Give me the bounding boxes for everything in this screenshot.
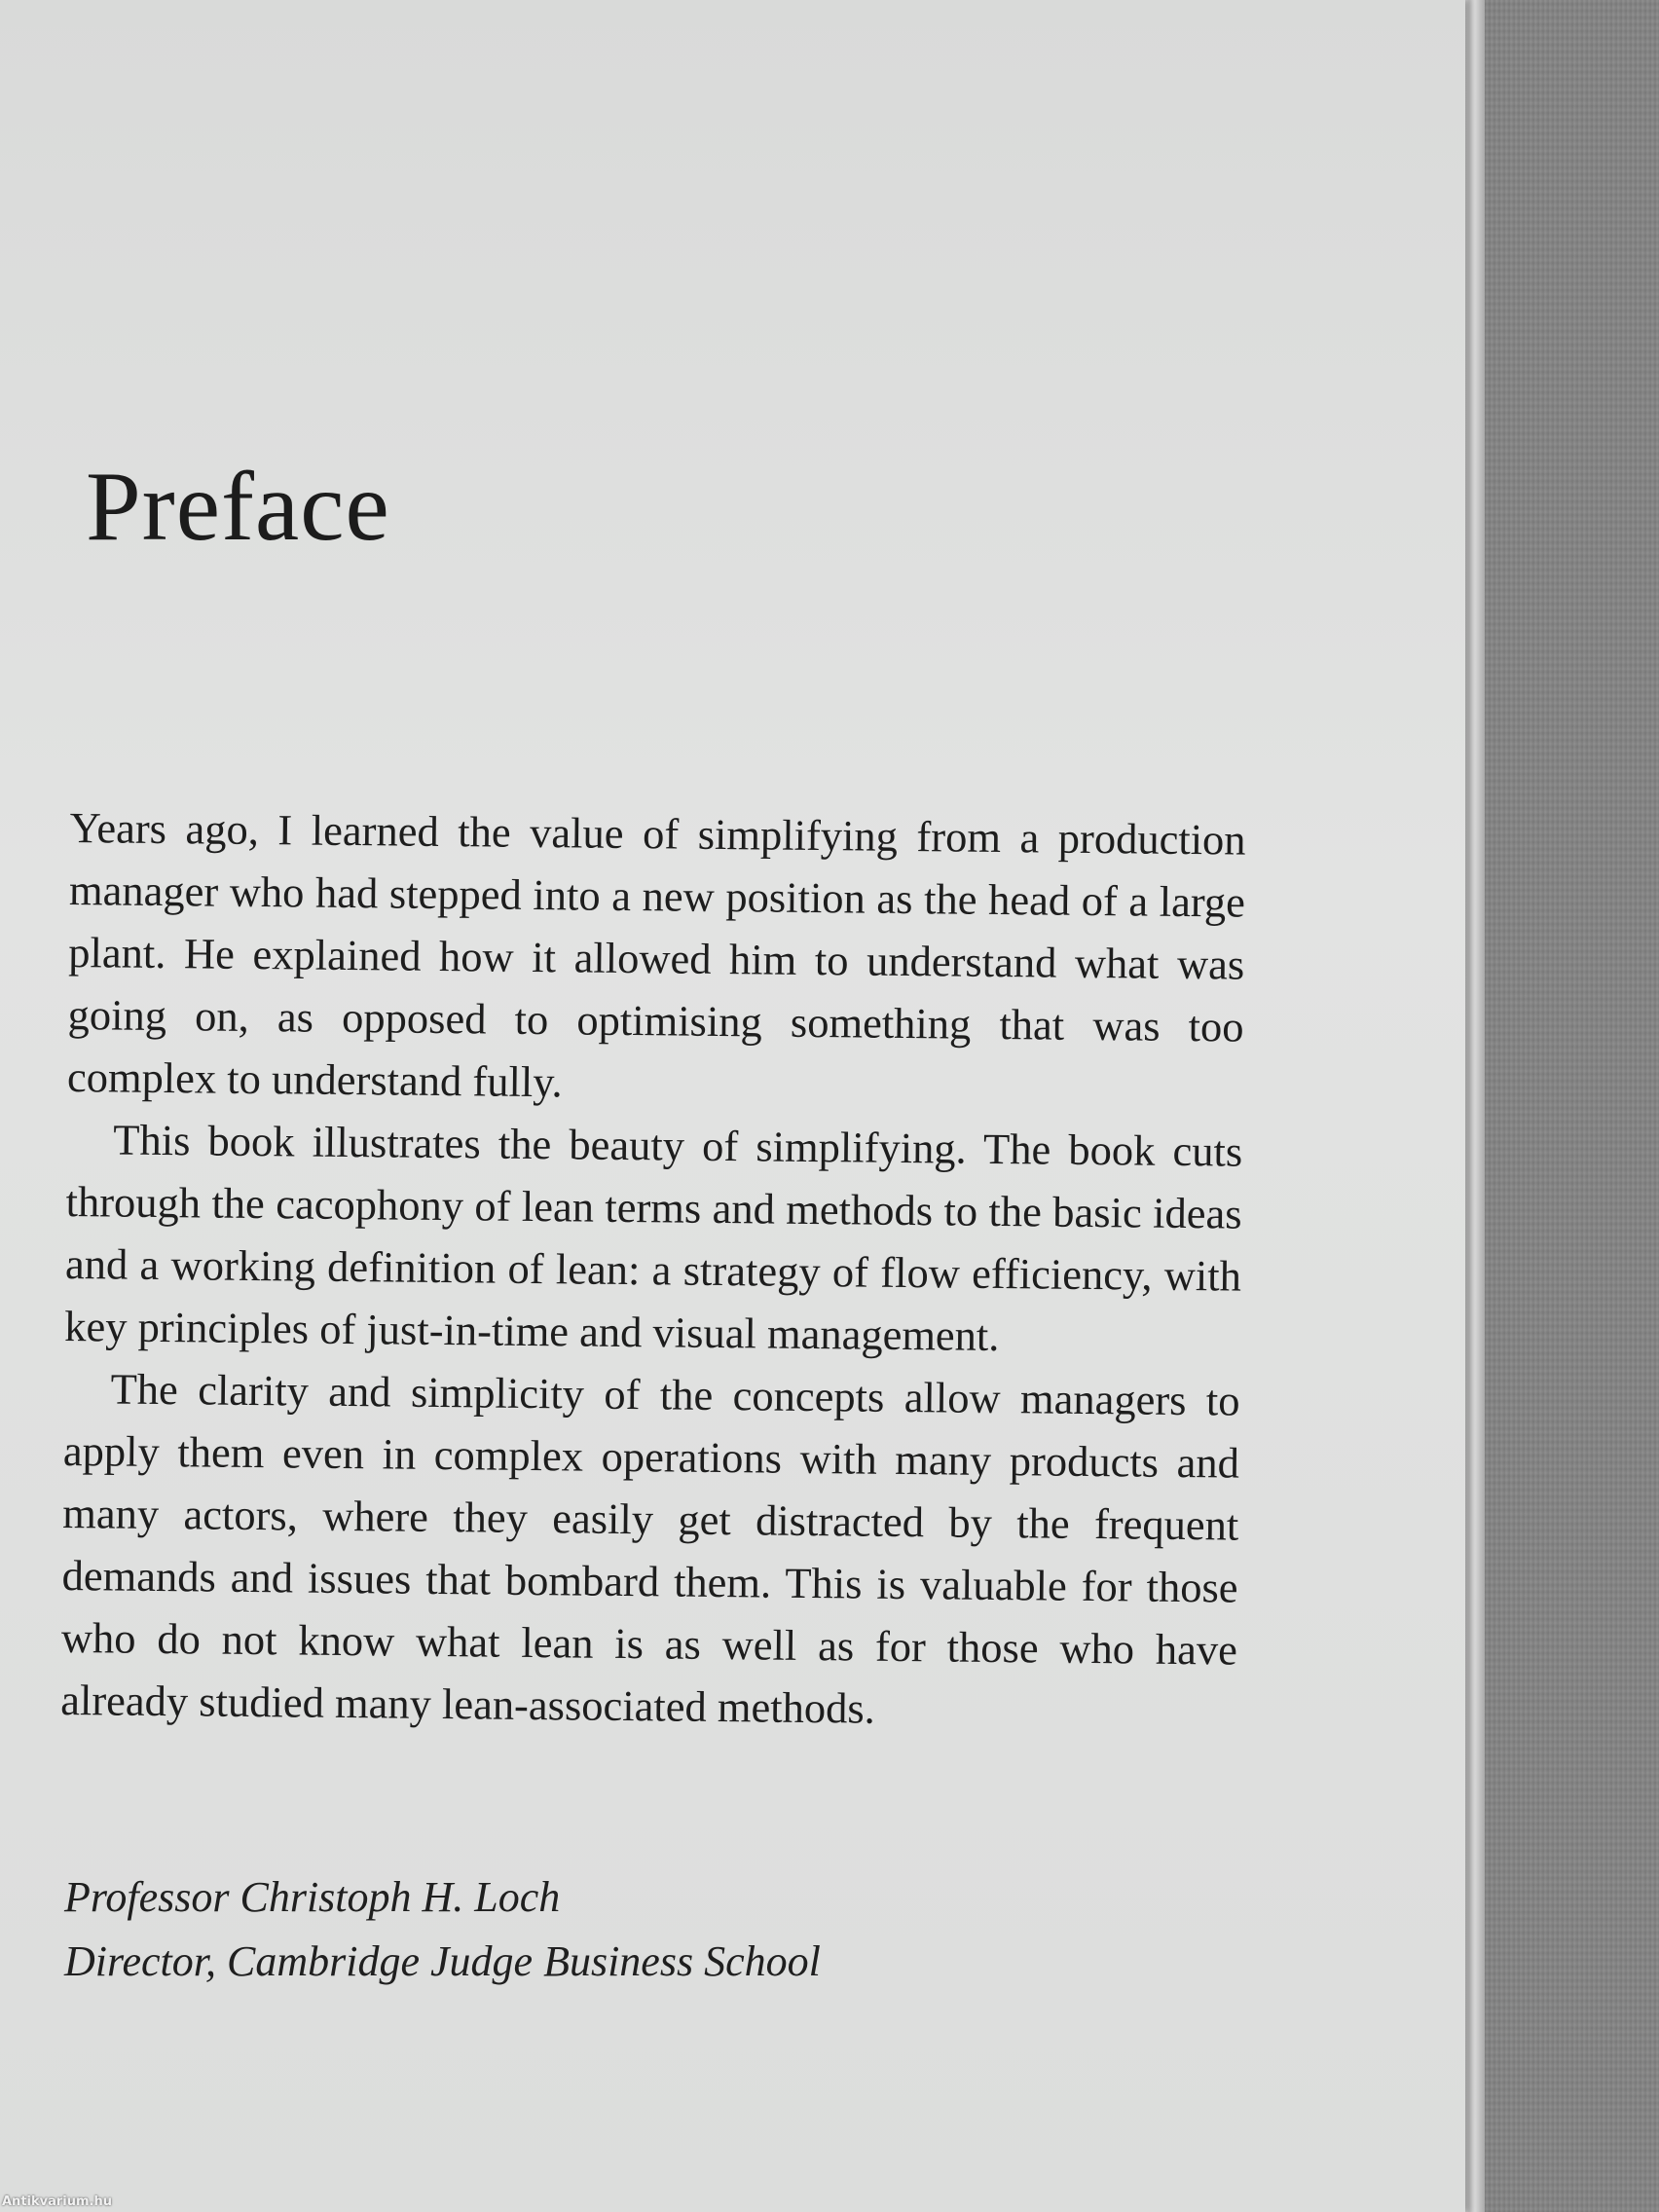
- paragraph-3: The clarity and simplicity of the concepts allow managers to apply them even in complex operations with many products and many actors, where they easily get distracted by the frequent demands and issues that bombard them. This is valuable for those who do not know what lean is as well as for those who have already studied many lean-associated methods.: [60, 1364, 1240, 1733]
- signature-name: Professor Christoph H. Loch: [64, 1873, 561, 1921]
- paragraph-2: This book illustrates the beauty of simplifying. The book cuts through the cacophony of lean terms and methods to the basic ideas and a working definition of lean: a strategy of flow efficiency, with key principles of just-in-time and visual management.: [64, 1115, 1243, 1361]
- signature-title: Director, Cambridge Judge Business School: [64, 1937, 821, 1985]
- signature-block: [64, 1865, 821, 1994]
- paragraph-1: Years ago, I learned the value of simplifying from a production manager who had stepped into a new position as the head of a large plant. He explained how it allowed him to understand what was going on, as opposed to optimising something that was too complex to understand fully.: [66, 802, 1246, 1107]
- preface-body: [60, 796, 1246, 1744]
- page-title: Preface: [86, 452, 390, 562]
- source-watermark: Antikvarium.hu: [2, 2194, 112, 2209]
